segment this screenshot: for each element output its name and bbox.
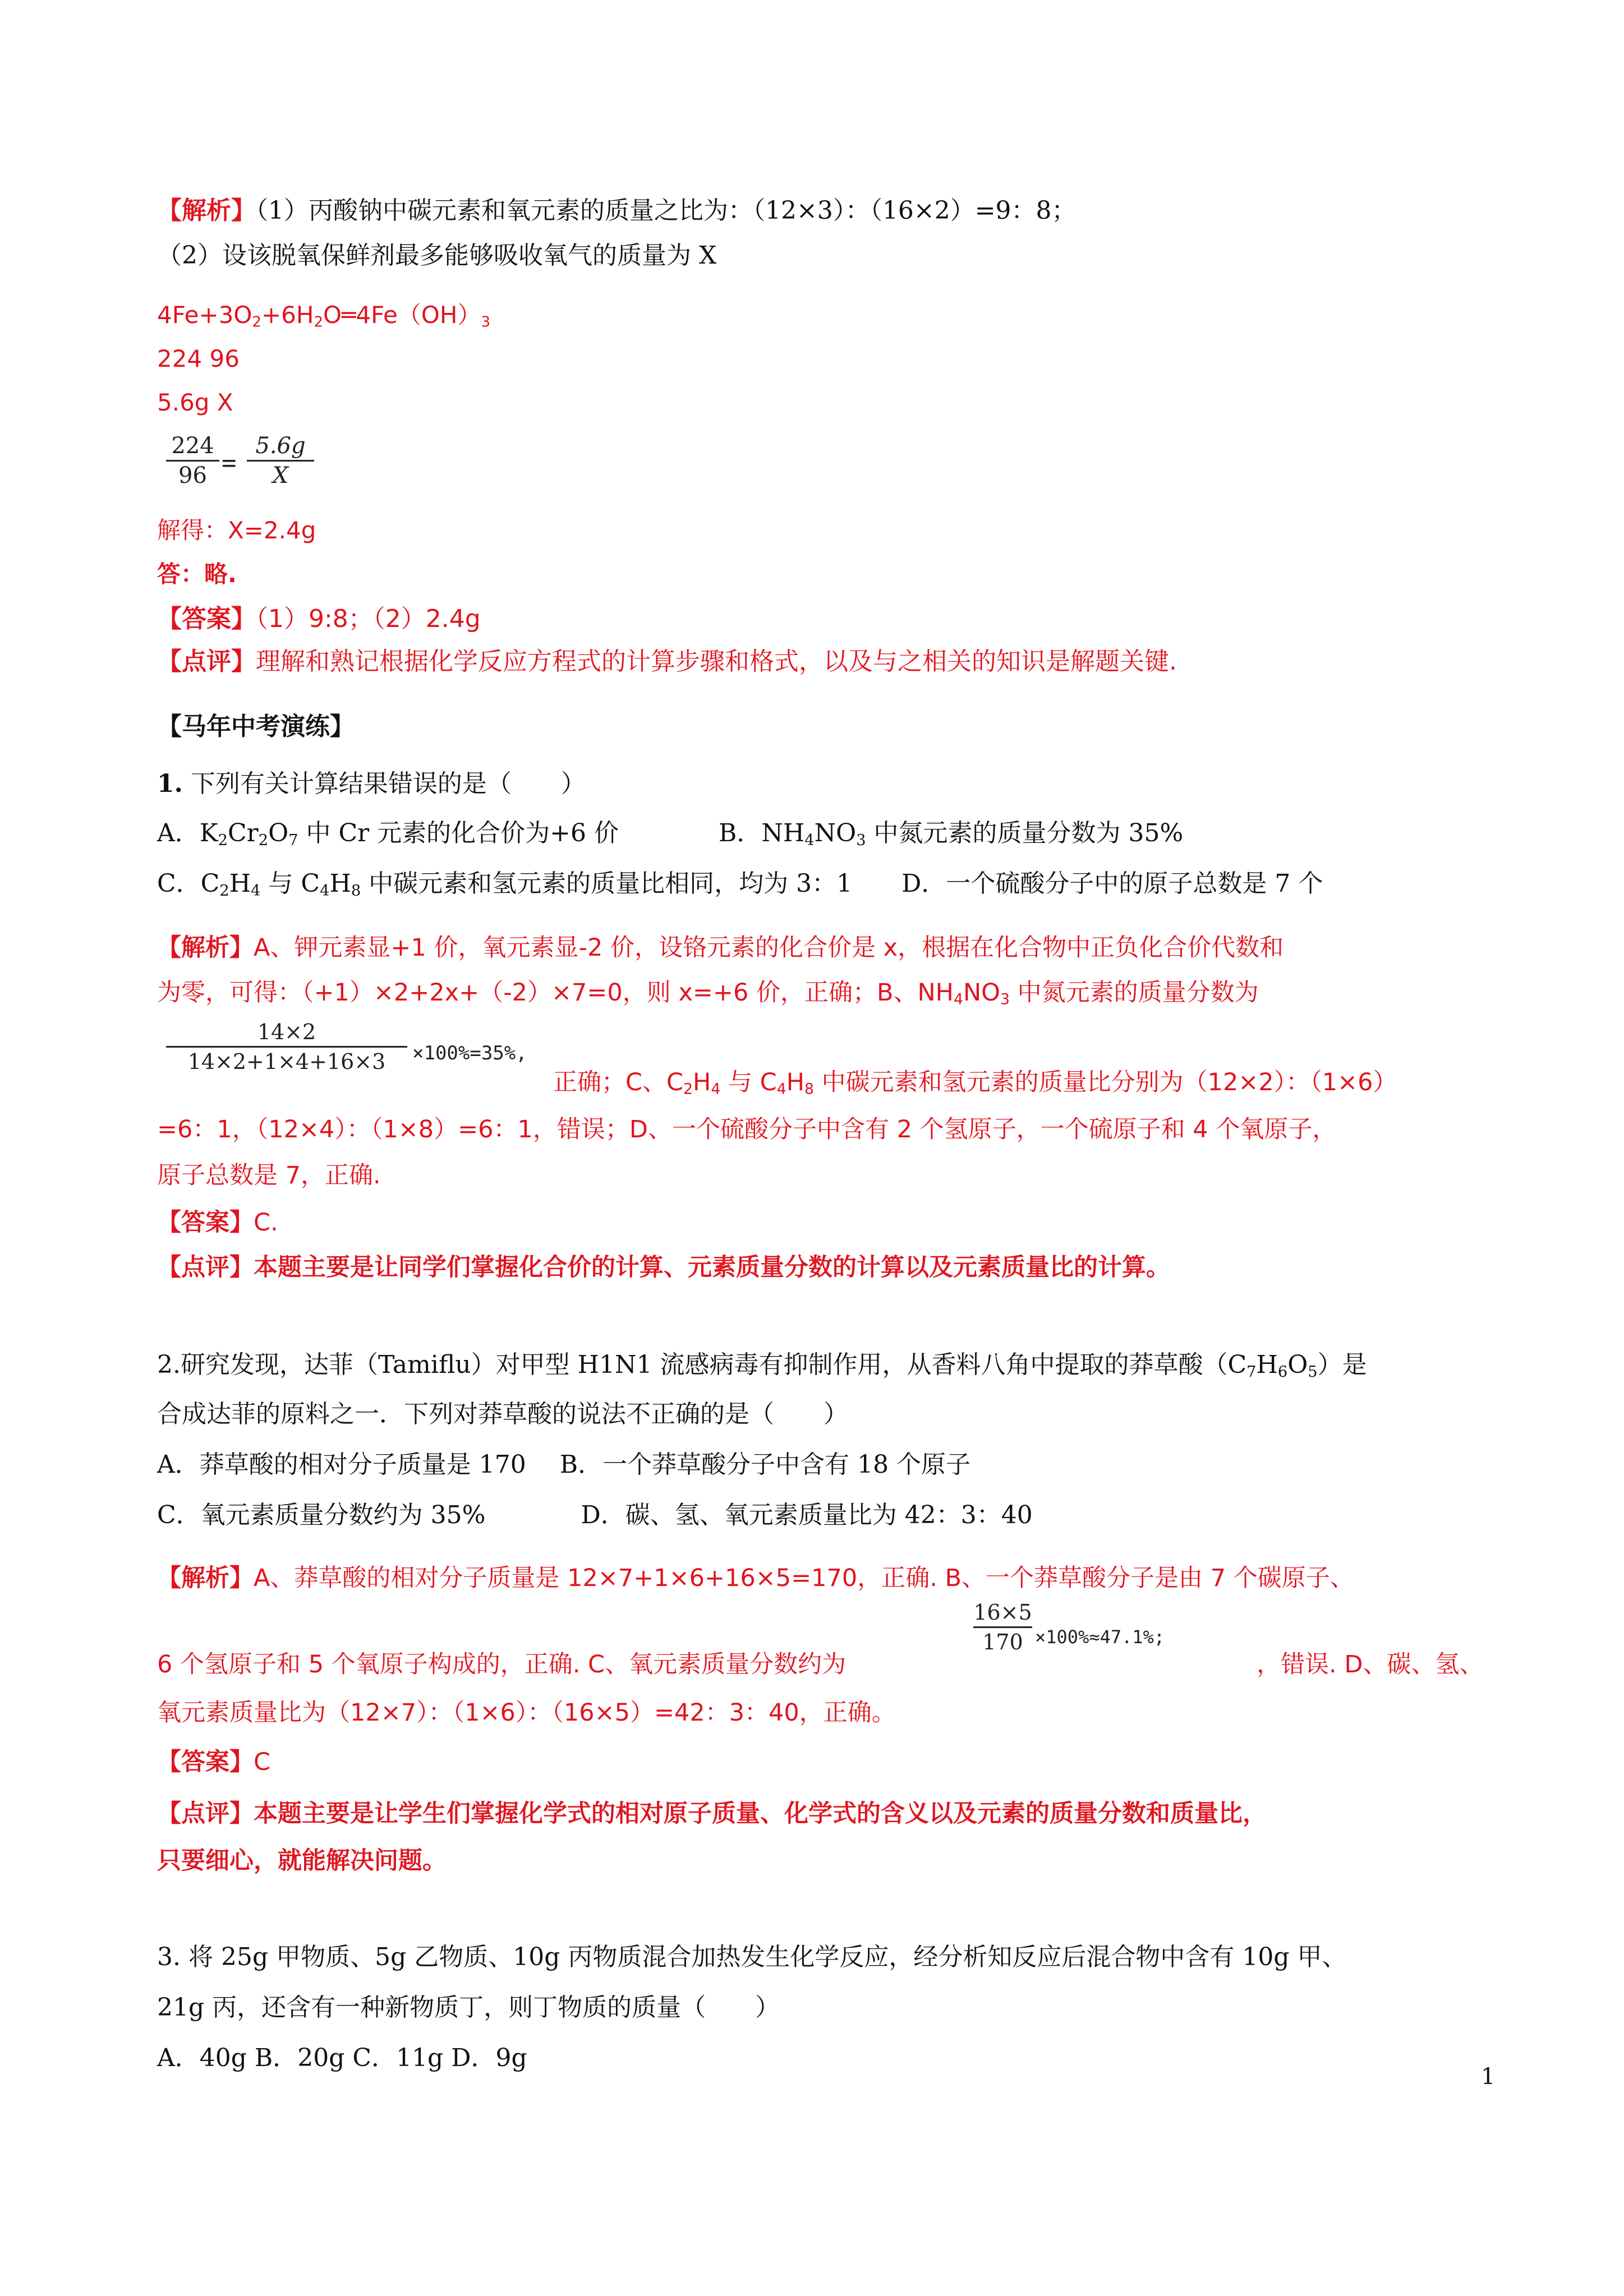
q2-analysis-3: 氧元素质量比为（12×7）：（1×6）：（16×5）=42：3：40，正确。 <box>157 1699 896 1727</box>
q3-options: A．40g B．20g C．11g D．9g <box>157 2044 527 2072</box>
q2-option-d: D．碳、氢、氧元素质量比为 42：3：40 <box>581 1501 1033 1529</box>
q2-stem-1: 2.研究发现，达菲（Tamiflu）对甲型 H1N1 流感病毒有抑制作用，从香料八角中提取的莽草酸$(C_7H_6O_5)$是 <box>157 1350 1367 1381</box>
intro-answer: 【答案】（1）9:8；（2）2.4g <box>157 605 481 633</box>
q2-option-b: B．一个莽草酸分子中含有 18 个原子 <box>559 1450 971 1479</box>
q1-analysis-3: 正确；C、$C_2H_4$ 与 $C_4H_8$ 中碳元素和氢元素的质量比分别为（12×2）：（1×6） <box>553 1068 1397 1098</box>
q2-options-cd <box>157 1499 1033 1532</box>
q2-fraction-tail: ×100%≈47.1%; <box>1035 1626 1165 1648</box>
q1-analysis-1: 【解析】A、钾元素显+1 价，氧元素显-2 价，设铬元素的化合价是 x，根据在化合物中正负化合价代数和 <box>157 934 1284 962</box>
q1-analysis-4: =6：1，（12×4）：（1×8）=6：1，错误；D、一个硫酸分子中含有 2 个氢原子，一个硫原子和 4 个氧原子， <box>157 1115 1337 1144</box>
q1-option-d: D．一个硫酸分子中的原子总数是 7 个 <box>901 869 1323 898</box>
q1-fraction-tail: ×100%=35%, <box>412 1042 527 1064</box>
q2-oxygen-fraction: 16×5 170 <box>973 1600 1032 1654</box>
intro-analysis-line-2: （2）设该脱氧保鲜剂最多能够吸收氧气的质量为 X <box>157 241 717 270</box>
q2-option-a: A．莽草酸的相对分子质量是 170 <box>157 1450 526 1479</box>
page-number: 1 <box>1481 2064 1496 2090</box>
q3-stem-2: 21g 丙，还含有一种新物质丁，则丁物质的质量（ ） <box>157 1993 780 2022</box>
q2-analysis-2: 6 个氢原子和 5 个氧原子构成的，正确. C、氧元素质量分数约为 <box>157 1650 846 1679</box>
proportion-fraction-left: 224 96 <box>166 432 219 490</box>
q2-stem-2: 合成达菲的原料之一．下列对莽草酸的说法不正确的是（ ） <box>157 1400 848 1428</box>
q1-stem: 1. 下列有关计算结果错误的是（ ） <box>157 769 586 798</box>
proportion-equals: = <box>222 449 237 477</box>
q1-analysis-2: 为零，可得：（+1）×2+2x+（-2）×7=0，则 x=+6 价，正确；B、$NH_4NO_3$ 中氮元素的质量分数为 <box>157 979 1259 1008</box>
ratio-row-1: 224 96 <box>157 345 240 372</box>
q2-analysis-2-tail: ，错误. D、碳、氢、 <box>1257 1650 1484 1679</box>
q1-option-b: B．$NH_4NO_3$ 中氮元素的质量分数为 35% <box>719 819 1184 849</box>
q2-answer: 【答案】C <box>157 1748 271 1776</box>
q1-answer: 【答案】C. <box>157 1209 278 1237</box>
q2-option-c: C．氧元素质量分数约为 35% <box>157 1501 486 1529</box>
section-title: 【马年中考演练】 <box>157 712 355 741</box>
q1-option-a: A．$K_2Cr_2O_7$ 中 Cr 元素的化合价为+6 价 <box>157 819 619 849</box>
q2-analysis-1: 【解析】A、莽草酸的相对分子质量是 12×7+1×6+16×5=170，正确. B、一个莽草酸分子是由 7 个碳原子、 <box>157 1564 1354 1592</box>
intro-analysis-line-1 <box>157 194 1076 228</box>
chemical-equation: $4Fe+3O_2+6H_2O═4Fe(OH)_3$ <box>157 301 491 331</box>
q3-stem-1: 3. 将 25g 甲物质、5g 乙物质、10g 丙物质混合加热发生化学反应，经分析知反应后混合物中含有 10g 甲、 <box>157 1943 1347 1971</box>
solve-line: 解得：X=2.4g <box>157 517 316 544</box>
answer-brief: 答：略. <box>157 560 237 588</box>
q1-nitrogen-fraction: 14×2 14×2+1×4+16×3 <box>166 1018 407 1076</box>
q1-comment: 【点评】本题主要是让同学们掌握化合价的计算、元素质量分数的计算以及元素质量比的计算。 <box>157 1253 1170 1281</box>
q2-comment-2: 只要细心，就能解决问题。 <box>157 1847 447 1875</box>
q2-comment-1: 【点评】本题主要是让学生们掌握化学式的相对原子质量、化学式的含义以及元素的质量分数和质量比， <box>157 1800 1267 1828</box>
q2-options-ab <box>157 1448 970 1482</box>
analysis-tag: 【解析】 <box>157 196 256 225</box>
q1-analysis-5: 原子总数是 7，正确. <box>157 1161 381 1190</box>
proportion-fraction-right: 5.6g X <box>247 432 314 490</box>
ratio-row-2: 5.6g X <box>157 389 233 416</box>
q1-option-c: C．$C_2H_4$ 与 $C_4H_8$ 中碳元素和氢元素的质量比相同，均为 3：1 <box>157 869 853 900</box>
q1-options-ab <box>157 817 1183 850</box>
intro-comment: 【点评】理解和熟记根据化学反应方程式的计算步骤和格式，以及与之相关的知识是解题关键. <box>157 647 1177 676</box>
analysis-text: （1）丙酸钠中碳元素和氧元素的质量之比为：（12×3）：（16×2）=9：8； <box>256 196 1076 225</box>
q1-options-cd <box>157 867 1323 901</box>
